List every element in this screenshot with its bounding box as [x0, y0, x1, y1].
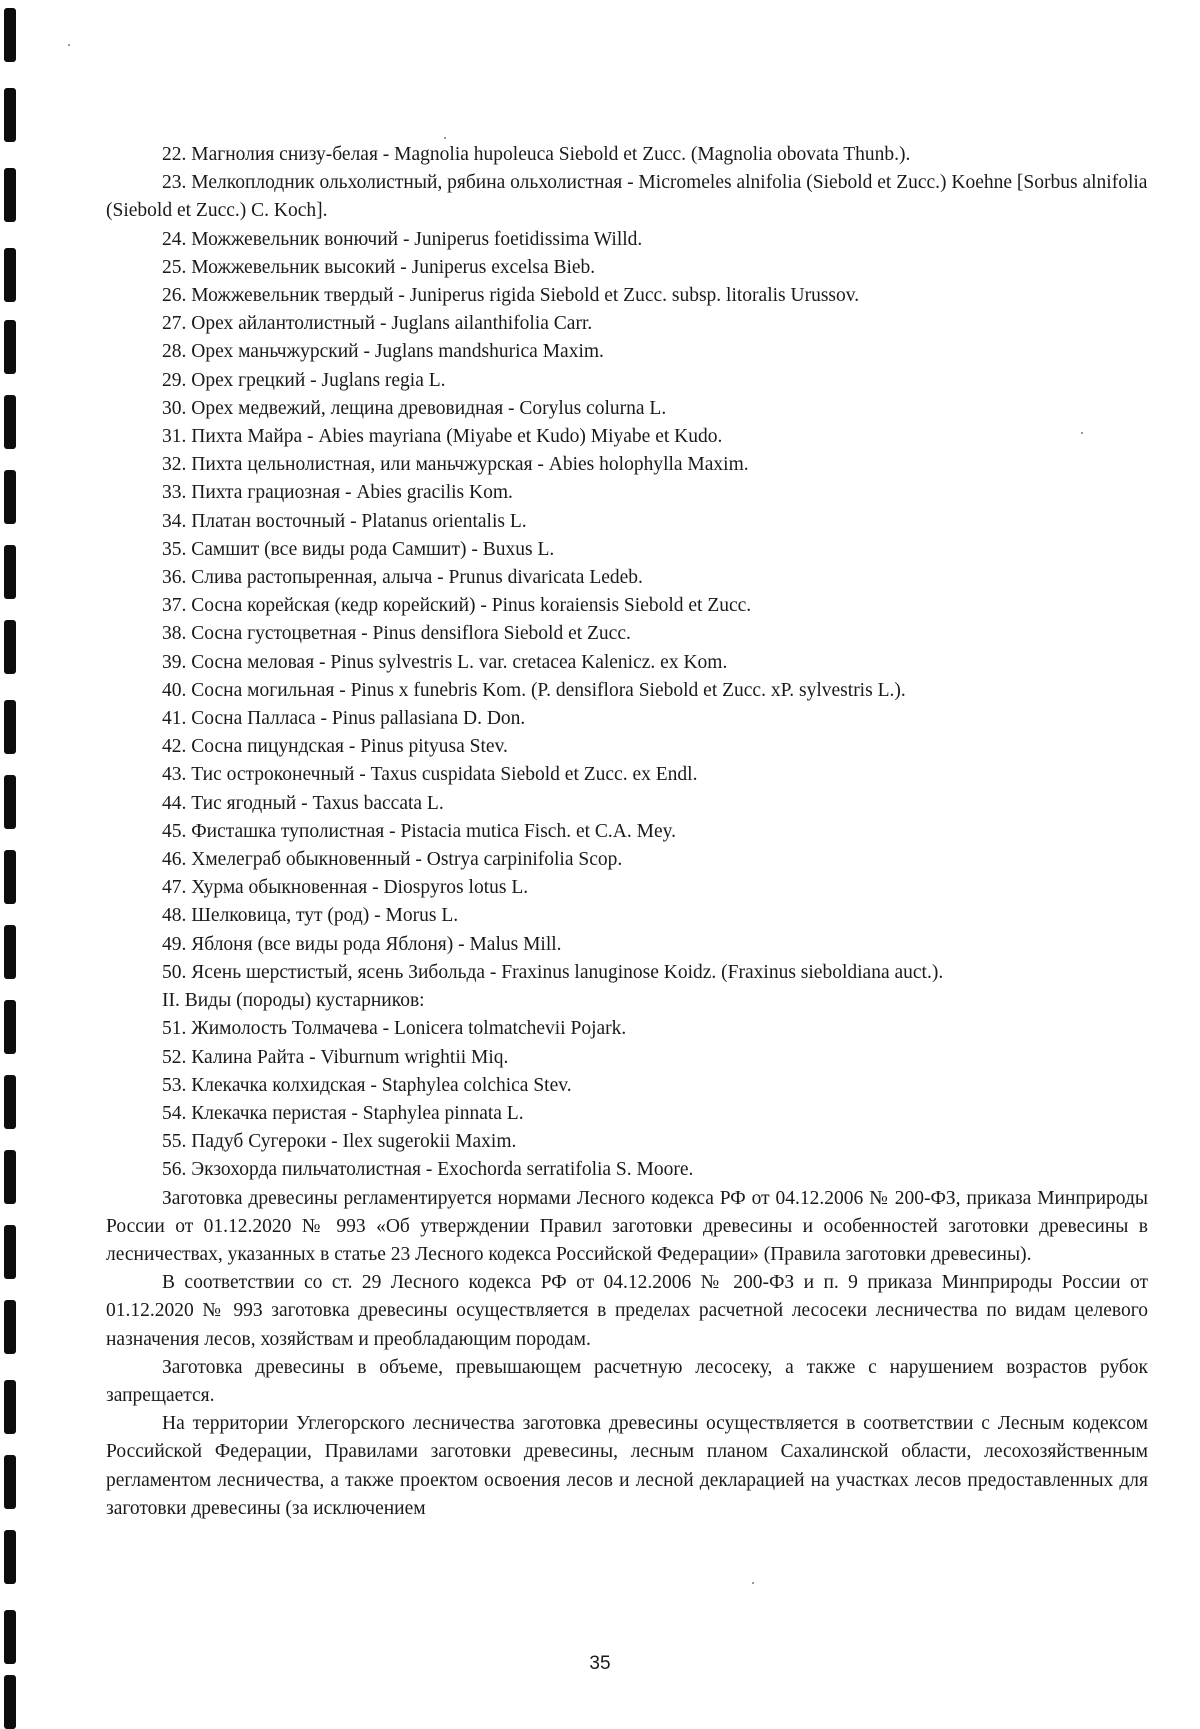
list-item: 54. Клекачка перистая - Staphylea pinnata L.: [162, 1102, 524, 1124]
binding-hole: [4, 470, 16, 524]
shrub-species-list: [106, 1015, 1148, 1184]
list-item: 49. Яблоня (все виды рода Яблоня) - Malus Mill.: [162, 933, 562, 955]
binding-hole: [4, 1380, 16, 1434]
binding-hole: [4, 1150, 16, 1204]
list-item: 41. Сосна Палласа - Pinus pallasiana D. Don.: [162, 708, 526, 730]
list-item: 34. Платан восточный - Platanus orientalis L.: [162, 510, 527, 532]
list-item: 39. Сосна меловая - Pinus sylvestris L. var. cretacea Kalenicz. ex Kom.: [162, 651, 728, 673]
binding-hole: [4, 1000, 16, 1054]
list-item: 52. Калина Райта - Viburnum wrightii Miq.: [162, 1046, 509, 1068]
list-item: 25. Можжевельник высокий - Juniperus excelsa Bieb.: [162, 256, 596, 278]
list-item: 53. Клекачка колхидская - Staphylea colchica Stev.: [162, 1074, 572, 1096]
list-item: 27. Орех айлантолистный - Juglans ailanthifolia Carr.: [162, 313, 593, 335]
list-item: 46. Хмелеграб обыкновенный - Ostrya carpinifolia Scop.: [162, 849, 623, 871]
binding-holes: [0, 0, 40, 1712]
list-item: 38. Сосна густоцветная - Pinus densiflora Siebold et Zucc.: [162, 623, 631, 645]
list-item: 51. Жимолость Толмачева - Lonicera tolmatchevii Pojark.: [162, 1018, 627, 1040]
binding-hole: [4, 850, 16, 904]
binding-hole: [4, 8, 16, 62]
list-item: 47. Хурма обыкновенная - Diospyros lotus L.: [162, 877, 529, 899]
list-item: 44. Тис ягодный - Taxus baccata L.: [162, 792, 444, 814]
binding-hole: [4, 1675, 16, 1729]
tree-species-list: [106, 141, 1148, 987]
list-item: 22. Магнолия снизу-белая - Magnolia hupoleuca Siebold et Zucc. (Magnolia obovata Thunb.).: [162, 144, 911, 165]
list-item: 50. Ясень шерстистый, ясень Зибольда - Fraxinus lanuginose Koidz. (Fraxinus sieboldiana auct.).: [162, 961, 944, 983]
list-item: 42. Сосна пицундская - Pinus pityusa Stev.: [162, 736, 508, 758]
list-item: 23. Мелкоплодник ольхолистный, рябина ольхолистная - Micromeles alnifolia (Siebold et Zucc.) Koehne [Sorbus alnifolia (Siebold et Zucc.) C. Koch].: [106, 172, 1148, 222]
paragraph: Заготовка древесины в объеме, превышающем расчетную лесосеку, а также с нарушением возрастов рубок запрещается.: [106, 1356, 1148, 1406]
list-item: 37. Сосна корейская (кедр корейский) - Pinus koraiensis Siebold et Zucc.: [162, 595, 752, 617]
list-item: 36. Слива растопыренная, алыча - Prunus divaricata Ledeb.: [162, 567, 643, 589]
list-item: 55. Падуб Сугероки - Ilex sugerokii Maxim.: [162, 1131, 517, 1153]
binding-hole: [4, 700, 16, 754]
list-item: 35. Самшит (все виды рода Самшит) - Buxus L.: [162, 538, 555, 560]
page-content: [106, 141, 1148, 1523]
list-item: 29. Орех грецкий - Juglans regia L.: [162, 369, 446, 391]
binding-hole: [4, 248, 16, 302]
binding-hole: [4, 1455, 16, 1509]
list-item: 43. Тис остроконечный - Taxus cuspidata Siebold et Zucc. ex Endl.: [162, 764, 698, 786]
list-item: 31. Пихта Майра - Abies mayriana (Miyabe et Kudo) Miyabe et Kudo.: [162, 426, 723, 448]
body-text: [106, 1185, 1148, 1523]
paragraph: В соответствии со ст. 29 Лесного кодекса РФ от 04.12.2006 № 200-ФЗ и п. 9 приказа Минприроды России от 01.12.2020 № 993 заготовка древесины осуществляется в пределах расчетной лесосеки лесничества по видам целевого назначения лесов, хозяйствам и преобладающим породам.: [106, 1272, 1148, 1350]
binding-hole: [4, 395, 16, 449]
list-item: 30. Орех медвежий, лещина древовидная - Corylus colurna L.: [162, 397, 667, 419]
binding-hole: [4, 1300, 16, 1354]
list-item: 24. Можжевельник вонючий - Juniperus foetidissima Willd.: [162, 228, 643, 250]
list-item: 32. Пихта цельнолистная, или маньчжурская - Abies holophylla Maxim.: [162, 454, 749, 476]
binding-hole: [4, 925, 16, 979]
list-item: 28. Орех маньчжурский - Juglans mandshurica Maxim.: [162, 341, 604, 363]
binding-hole: [4, 168, 16, 222]
paragraph: Заготовка древесины регламентируется нормами Лесного кодекса РФ от 04.12.2006 № 200-ФЗ, приказа Минприроды России от 01.12.2020 № 993 «Об утверждении Правил заготовки древесины и особенностей заготовки древесины в лесничествах, указанных в статье 23 Лесного кодекса Российской Федерации» (Правила заготовки древесины).: [106, 1187, 1148, 1265]
scan-speck: [444, 137, 446, 139]
list-item: 40. Сосна могильная - Pinus x funebris Kom. (P. densiflora Siebold et Zucc. xP. sylvestris L.).: [162, 679, 906, 701]
scan-speck: [752, 1582, 754, 1584]
binding-hole: [4, 775, 16, 829]
page-number: 35: [589, 1653, 611, 1674]
binding-hole: [4, 545, 16, 599]
list-item: 33. Пихта грациозная - Abies gracilis Kom.: [162, 482, 513, 504]
list-item: 56. Экзохорда пильчатолистная - Exochorda serratifolia S. Moore.: [162, 1159, 694, 1181]
binding-hole: [4, 1530, 16, 1584]
section-heading: II. Виды (породы) кустарников:: [162, 990, 425, 1012]
list-item: 26. Можжевельник твердый - Juniperus rigida Siebold et Zucc. subsp. litoralis Urussov.: [162, 285, 860, 307]
binding-hole: [4, 620, 16, 674]
list-item: 48. Шелковица, тут (род) - Morus L.: [162, 905, 459, 927]
list-item: 45. Фисташка туполистная - Pistacia mutica Fisch. et C.A. Mey.: [162, 820, 676, 842]
scan-speck: [68, 44, 70, 46]
binding-hole: [4, 1225, 16, 1279]
binding-hole: [4, 88, 16, 142]
binding-hole: [4, 320, 16, 374]
paragraph: На территории Углегорского лесничества заготовка древесины осуществляется в соответствии с Лесным кодексом Российской Федерации, Правилами заготовки древесины, лесным планом Сахалинской области, лесохозяйственным регламентом лесничества, а также проектом освоения лесов и лесной декларацией на участках лесов предоставленных для заготовки древесины (за исключением: [106, 1413, 1148, 1519]
binding-hole: [4, 1075, 16, 1129]
